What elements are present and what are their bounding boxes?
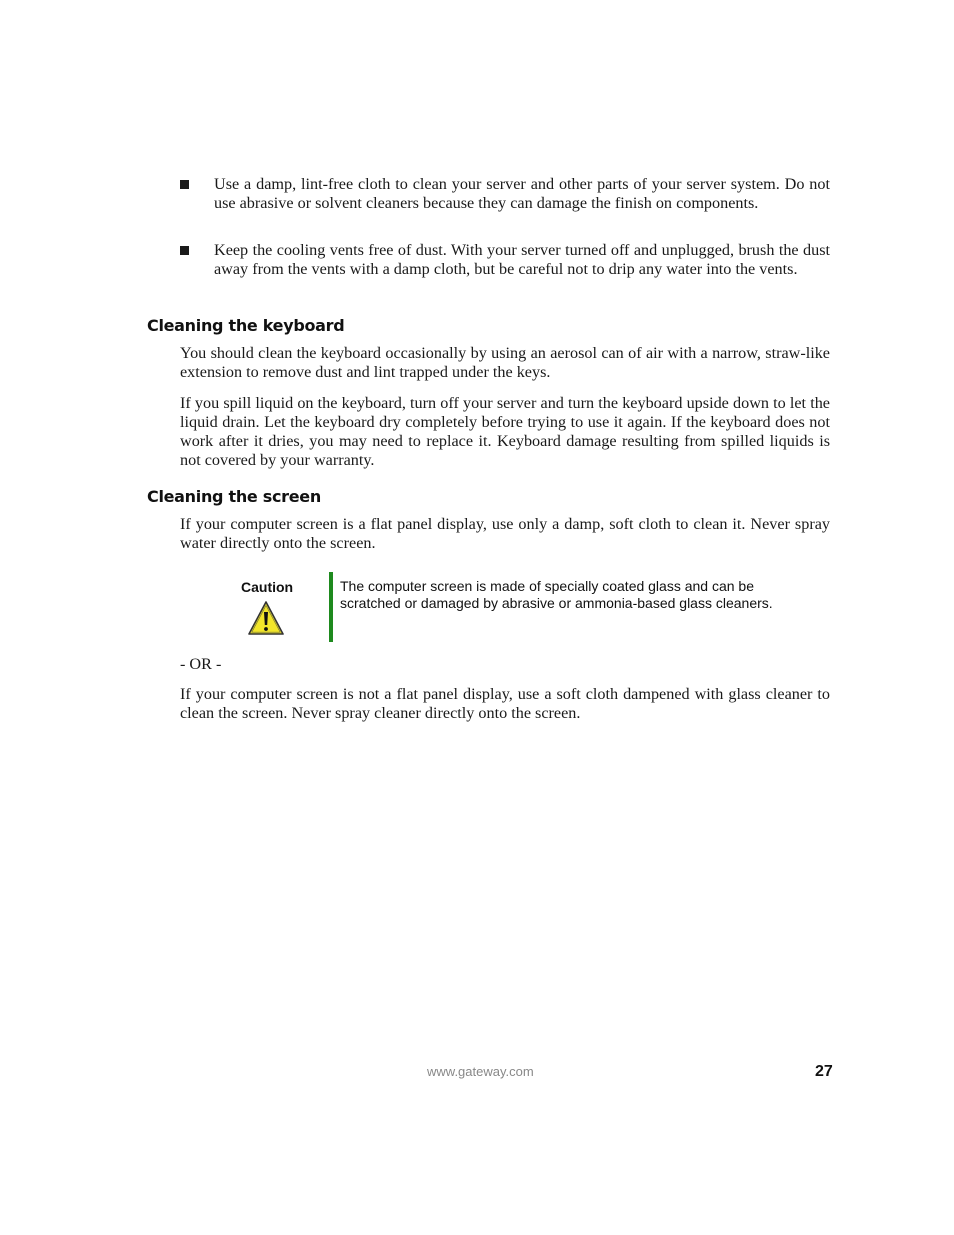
bullet-text: Keep the cooling vents free of dust. With your server turned off and unplugged, brush the dust away from the vents with a damp cloth, but be careful not to drip any water into the vents. [214,241,830,278]
or-separator: - OR - [180,655,222,673]
page-number: 27 [815,1063,833,1080]
keyboard-paragraph-2: If you spill liquid on the keyboard, turn off your server and turn the keyboard upside down to let the liquid drain. Let the keyboard dry completely before trying to use it again. If the keyboard does not work after it dries, you may need to replace it. Keyboard damage resulting from spilled liquids is not covered by your warranty. [180,394,830,469]
bullet-text: Use a damp, lint-free cloth to clean your server and other parts of your server system. Do not use abrasive or solvent cleaners because they can damage the finish on components. [214,175,830,212]
section-heading-keyboard: Cleaning the keyboard [147,316,345,335]
caution-text: The computer screen is made of specially coated glass and can be scratched or damaged by abrasive or ammonia-based glass cleaners. [340,578,773,611]
caution-divider [329,572,333,642]
bullet-marker [180,246,189,255]
screen-paragraph-2: If your computer screen is not a flat panel display, use a soft cloth dampened with glass cleaner to clean the screen. Never spray cleaner directly onto the screen. [180,685,830,722]
footer-url: www.gateway.com [427,1064,534,1079]
screen-paragraph-1: If your computer screen is a flat panel display, use only a damp, soft cloth to clean it. Never spray water directly onto the screen. [180,515,830,552]
bullet-marker [180,180,189,189]
section-heading-screen: Cleaning the screen [147,487,321,506]
caution-label: Caution [241,579,294,595]
warning-triangle-icon [247,600,285,636]
keyboard-paragraph-1: You should clean the keyboard occasionally by using an aerosol can of air with a narrow, straw-like extension to remove dust and lint trapped under the keys. [180,344,830,381]
